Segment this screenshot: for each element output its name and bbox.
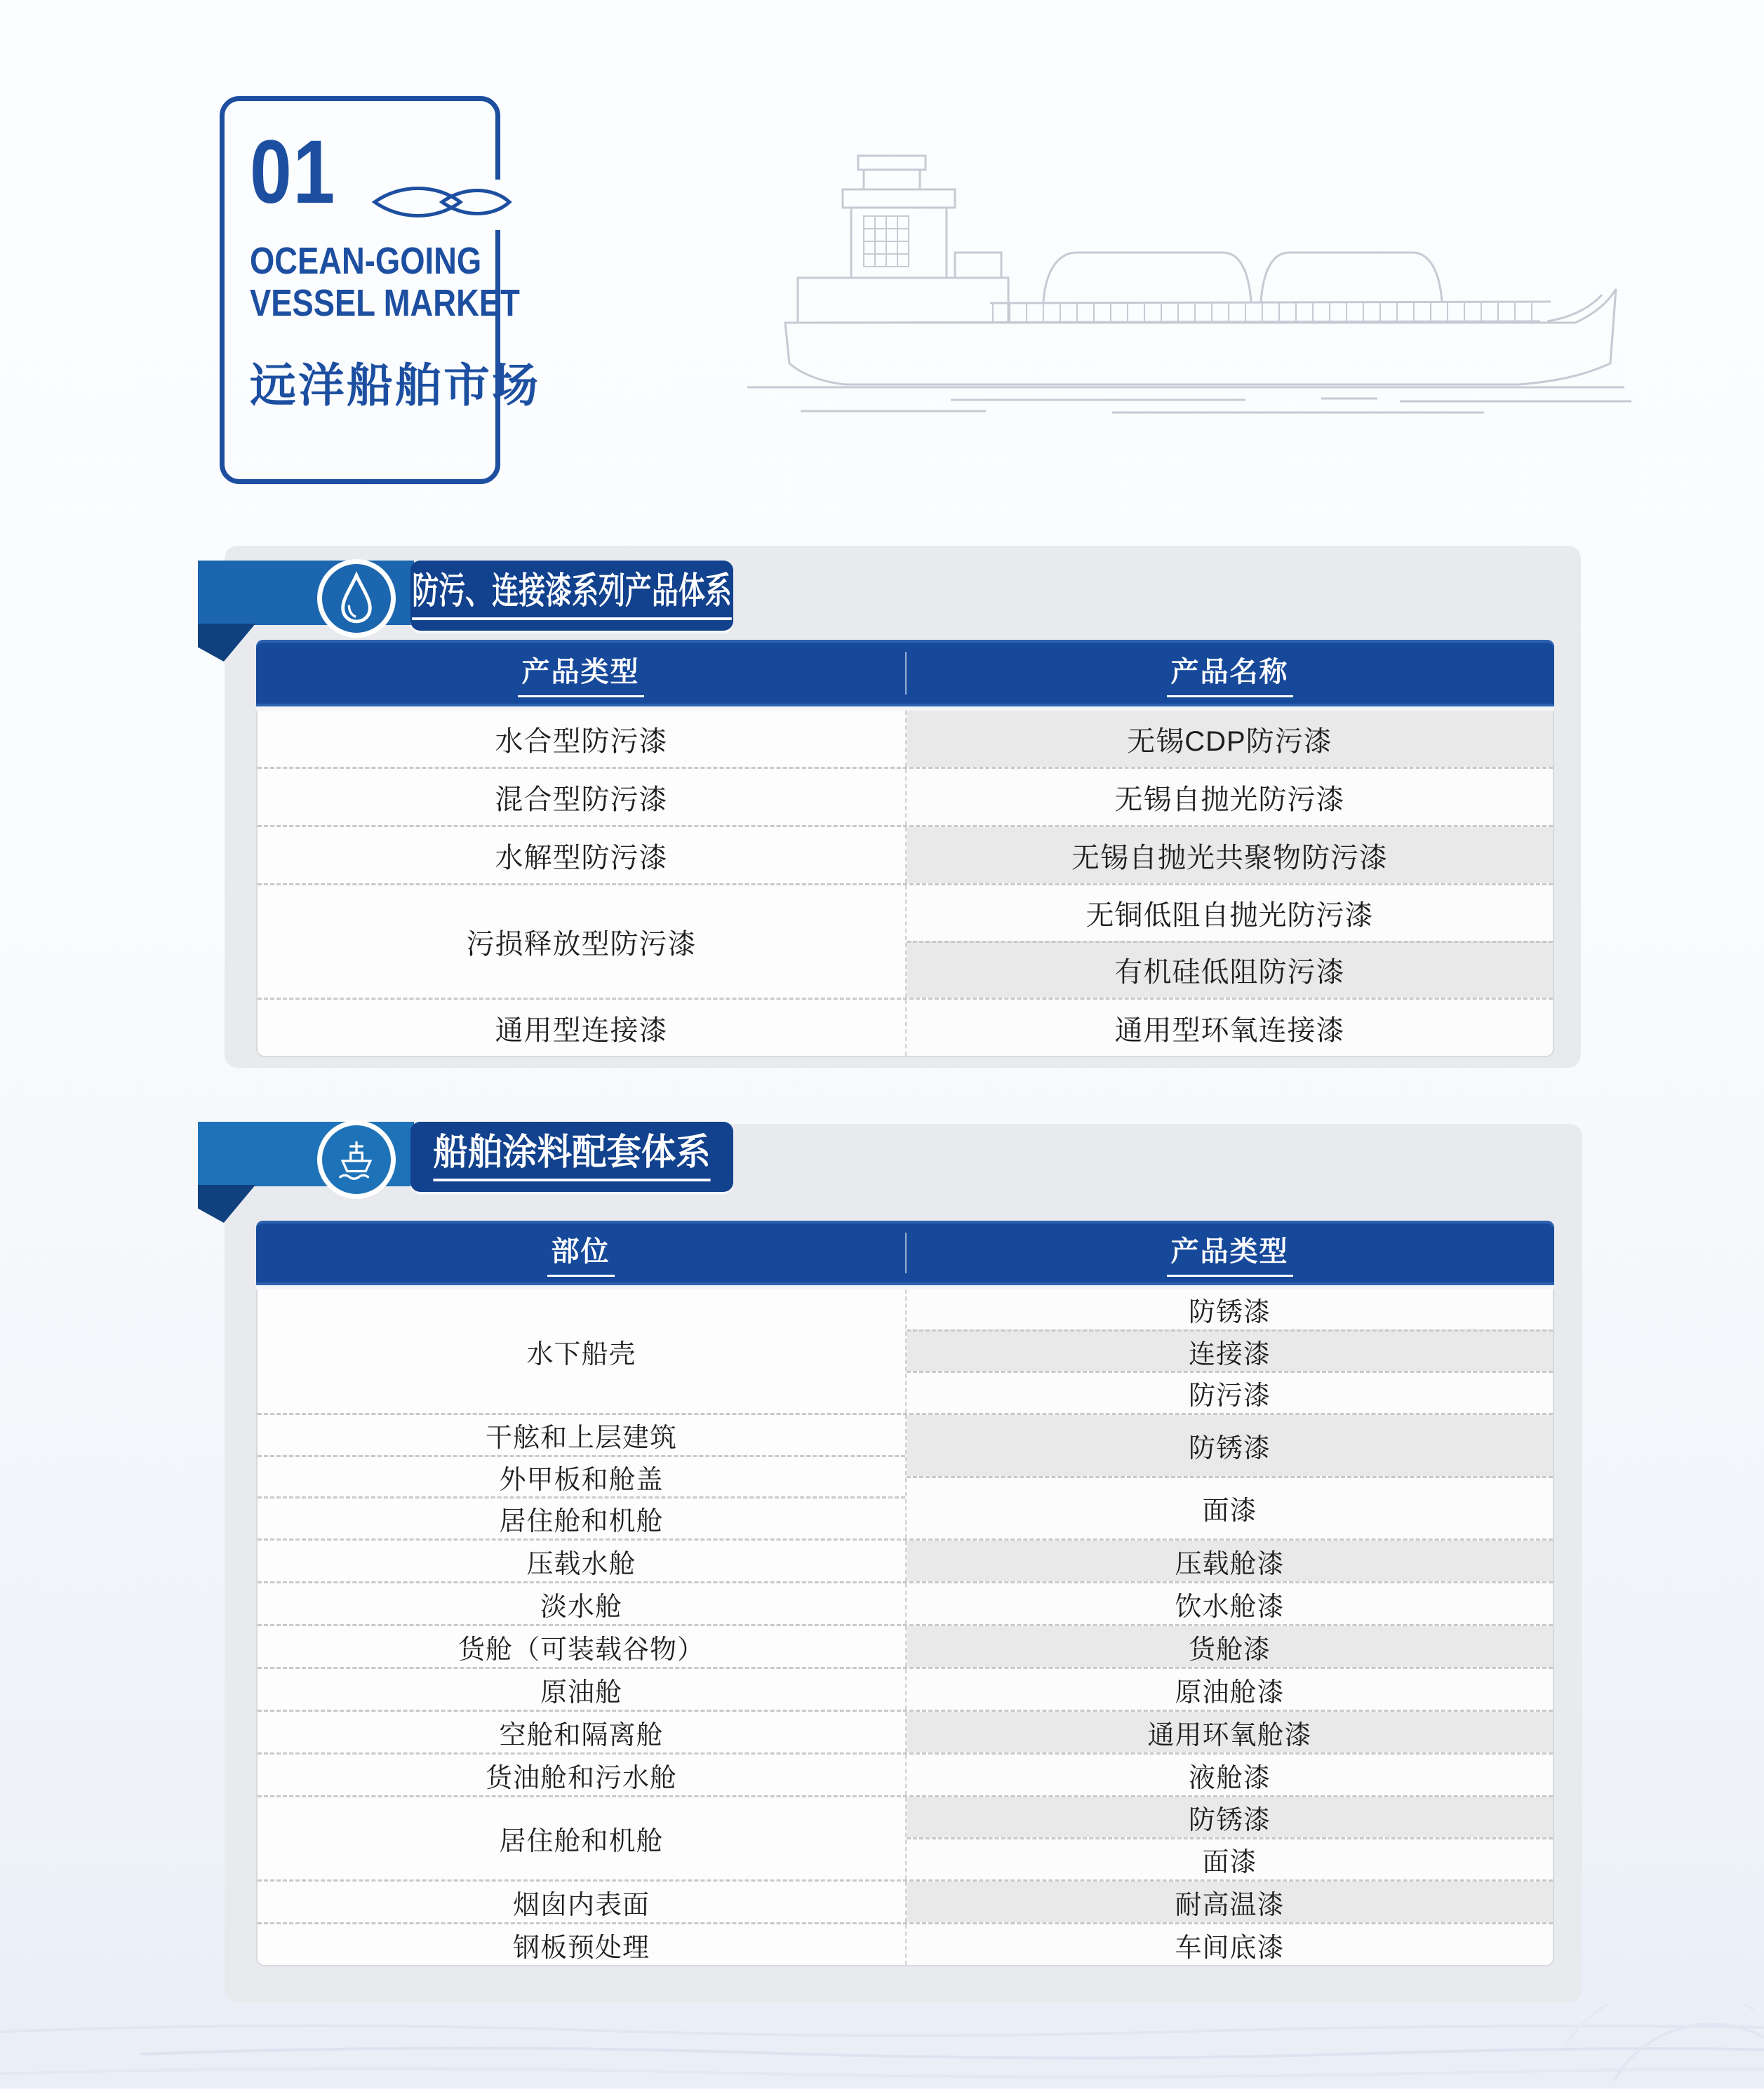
section-title: 船舶涂料配套体系	[433, 1132, 710, 1181]
table-row: 原油舱 原油舱漆	[258, 1667, 1553, 1710]
table-row: 污损释放型防污漆 无铜低阻自抛光防污漆 有机硅低阻防污漆	[258, 883, 1553, 998]
section-title: 防污、连接漆系列产品体系	[412, 571, 732, 620]
table-row: 混合型防污漆 无锡自抛光防污漆	[258, 767, 1553, 825]
table-header-row	[256, 640, 1554, 711]
table-header-col1: 产品类型	[256, 640, 905, 706]
table-header-col1: 部位	[256, 1221, 905, 1285]
ship-icon	[317, 1120, 396, 1199]
water-waves-decoration	[0, 2004, 1764, 2088]
chapter-title-zh: 远洋船舶市场	[250, 359, 540, 411]
chapter-title-en	[250, 240, 520, 325]
table-row: 空舱和隔离舱 通用环氧舱漆	[258, 1710, 1553, 1752]
table-row: 居住舱和机舱 防锈漆 面漆	[258, 1795, 1553, 1879]
table-body	[256, 1289, 1554, 1966]
table-row: 货油舱和污水舱 液舱漆	[258, 1752, 1553, 1795]
table-row: 淡水舱 饮水舱漆	[258, 1581, 1553, 1624]
wave-icon	[365, 180, 521, 230]
water-drop-icon	[317, 559, 396, 638]
table-body	[256, 711, 1554, 1057]
coating-system-table	[256, 1221, 1554, 1966]
table-header-row	[256, 1221, 1554, 1289]
table-row: 烟囱内表面 耐高温漆	[258, 1879, 1553, 1922]
table-row: 水解型防污漆 无锡自抛光共聚物防污漆	[258, 825, 1553, 883]
table-header-col2: 产品类型	[905, 1221, 1554, 1285]
antifouling-table	[256, 640, 1554, 1057]
table-row: 货舱（可装载谷物） 货舱漆	[258, 1624, 1553, 1667]
table-row: 干舷和上层建筑 外甲板和舱盖 居住舱和机舱 防锈漆 面漆	[258, 1413, 1553, 1538]
chapter-badge	[220, 96, 540, 484]
section-title-pill	[410, 1122, 733, 1192]
table-row: 水下船壳 防锈漆 连接漆 防污漆	[258, 1289, 1553, 1413]
chapter-number: 01	[250, 122, 336, 222]
chapter-title-en-line2: VESSEL MARKET	[250, 282, 520, 325]
table-row: 钢板预处理 车间底漆	[258, 1922, 1553, 1965]
table-row: 压载水舱 压载舱漆	[258, 1538, 1553, 1581]
table-row: 通用型连接漆 通用型环氧连接漆	[258, 998, 1553, 1056]
table-header-col2: 产品名称	[905, 640, 1554, 706]
table-row: 水合型防污漆 无锡CDP防污漆	[258, 711, 1553, 767]
section-title-pill	[410, 561, 733, 631]
cargo-ship-illustration	[740, 140, 1631, 414]
chapter-title-en-line1: OCEAN-GOING	[250, 240, 482, 282]
